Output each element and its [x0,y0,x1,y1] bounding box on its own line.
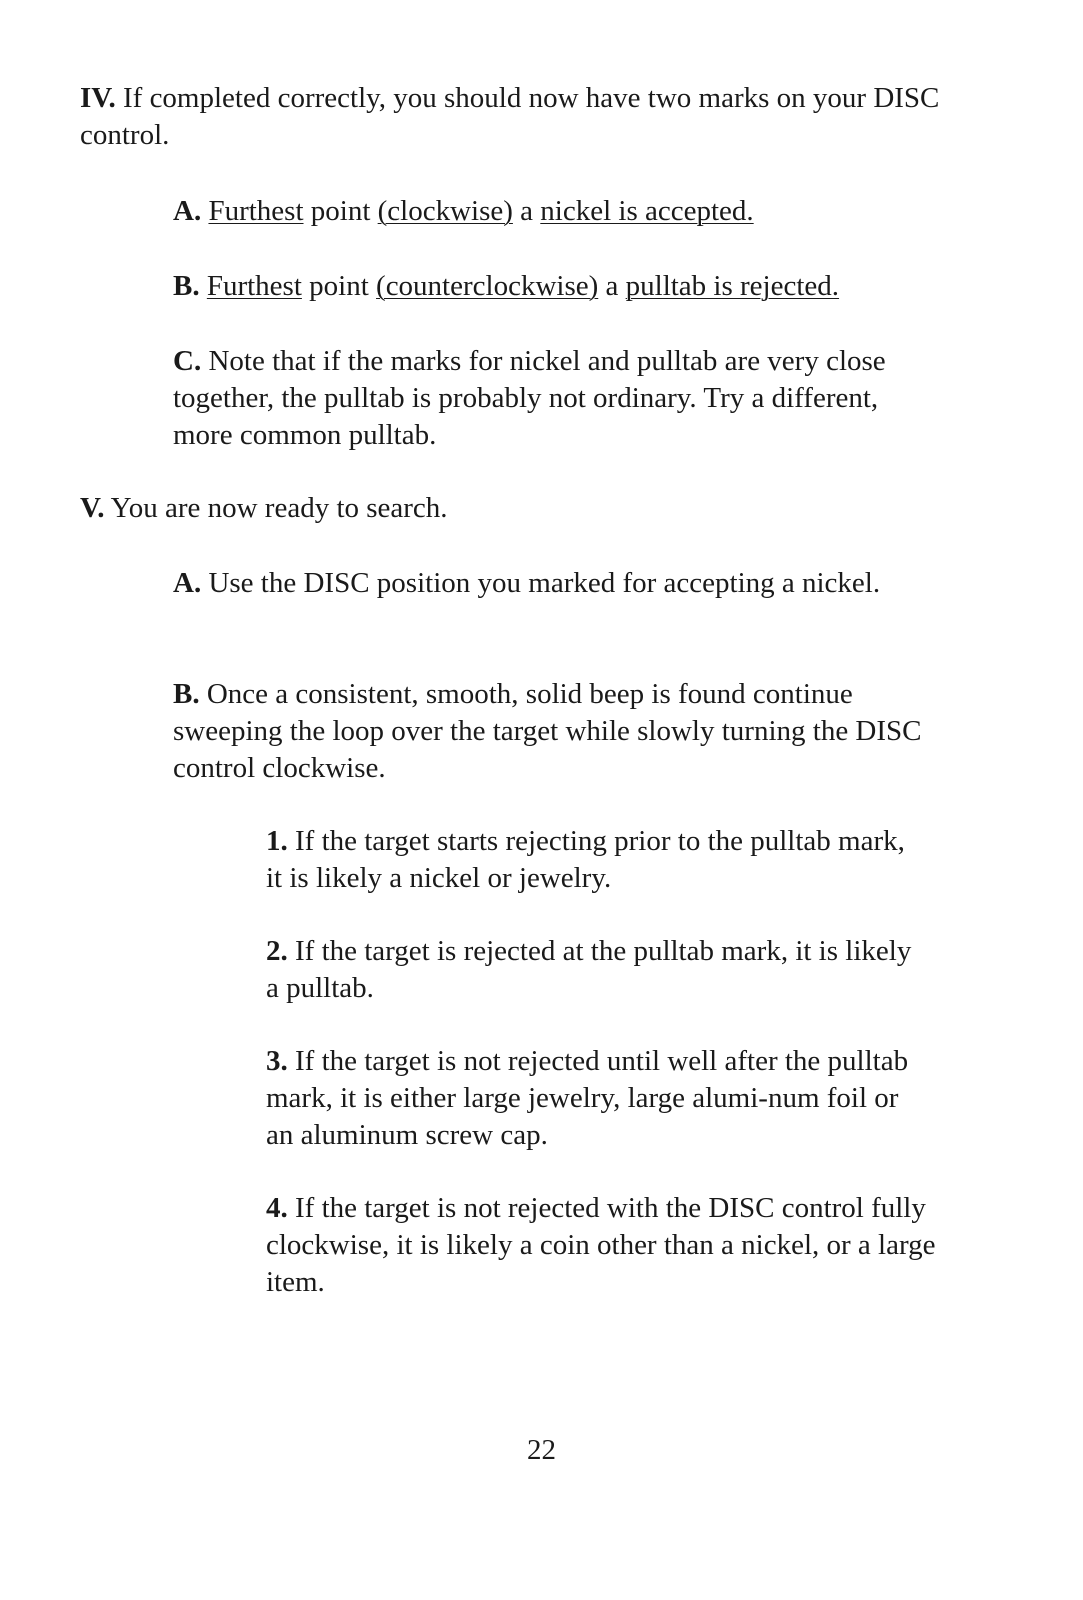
subitem-2-marker: 2. [266,935,288,967]
subitem-2 [266,933,916,1007]
underlined-text: (counterclockwise) [376,270,599,302]
section-v-text: You are now ready to search. [110,492,448,524]
underlined-text: nickel is accepted. [540,195,754,227]
section-v-paragraph [80,490,940,527]
section-v-item-b [173,676,943,787]
subitem-3-marker: 3. [266,1045,288,1077]
subitem-2-text: If the target is rejected at the pulltab mark, it is likely a pulltab. [266,935,912,1004]
item-b-marker: B. [173,270,200,302]
subitem-1-text: If the target starts rejecting prior to the pulltab mark, it is likely a nickel or jewelry. [266,825,905,894]
subitem-1 [266,823,916,897]
section-iv-item-a [173,193,973,230]
subitem-3-text: If the target is not rejected until well after the pulltab mark, it is either large jewelry, large alumi-num foil or an aluminum screw cap. [266,1045,909,1151]
section-v-marker: V. [80,492,105,524]
section-iv-item-c [173,343,933,454]
section-iv-item-b [173,268,973,305]
item-a-text: Use the DISC position you marked for accepting a nickel. [208,567,881,599]
plain-text: point [303,195,378,227]
item-c-text: Note that if the marks for nickel and pulltab are very close together, the pulltab is probably not ordinary. Try a different, more common pulltab. [173,345,886,451]
section-v-item-a [173,565,893,602]
subitem-1-marker: 1. [266,825,288,857]
plain-text: a [512,195,541,227]
item-a-marker: A. [173,567,202,599]
subitem-4 [266,1190,956,1301]
page-number: 22 [527,1434,556,1466]
section-iv-text: If completed correctly, you should now have two marks on your DISC control. [80,82,940,151]
subitem-4-marker: 4. [266,1192,288,1224]
underlined-text: pulltab is rejected. [625,270,840,302]
underlined-text: Furthest [206,270,302,302]
underlined-text: Furthest [208,195,304,227]
item-b-text: Once a consistent, smooth, solid beep is found continue sweeping the loop over the target while slowly turning the DISC control clockwise. [173,678,922,784]
subitem-4-text: If the target is not rejected with the DISC control fully clockwise, it is likely a coin other than a nickel, or a large item. [266,1192,936,1298]
underlined-text: (clockwise) [377,195,513,227]
section-iv-marker: IV. [80,82,116,114]
item-c-marker: C. [173,345,202,377]
subitem-3 [266,1043,916,1154]
item-a-marker: A. [173,195,202,227]
plain-text: point [301,270,377,302]
section-iv-paragraph [80,80,940,154]
item-b-marker: B. [173,678,200,710]
plain-text: a [598,270,626,302]
